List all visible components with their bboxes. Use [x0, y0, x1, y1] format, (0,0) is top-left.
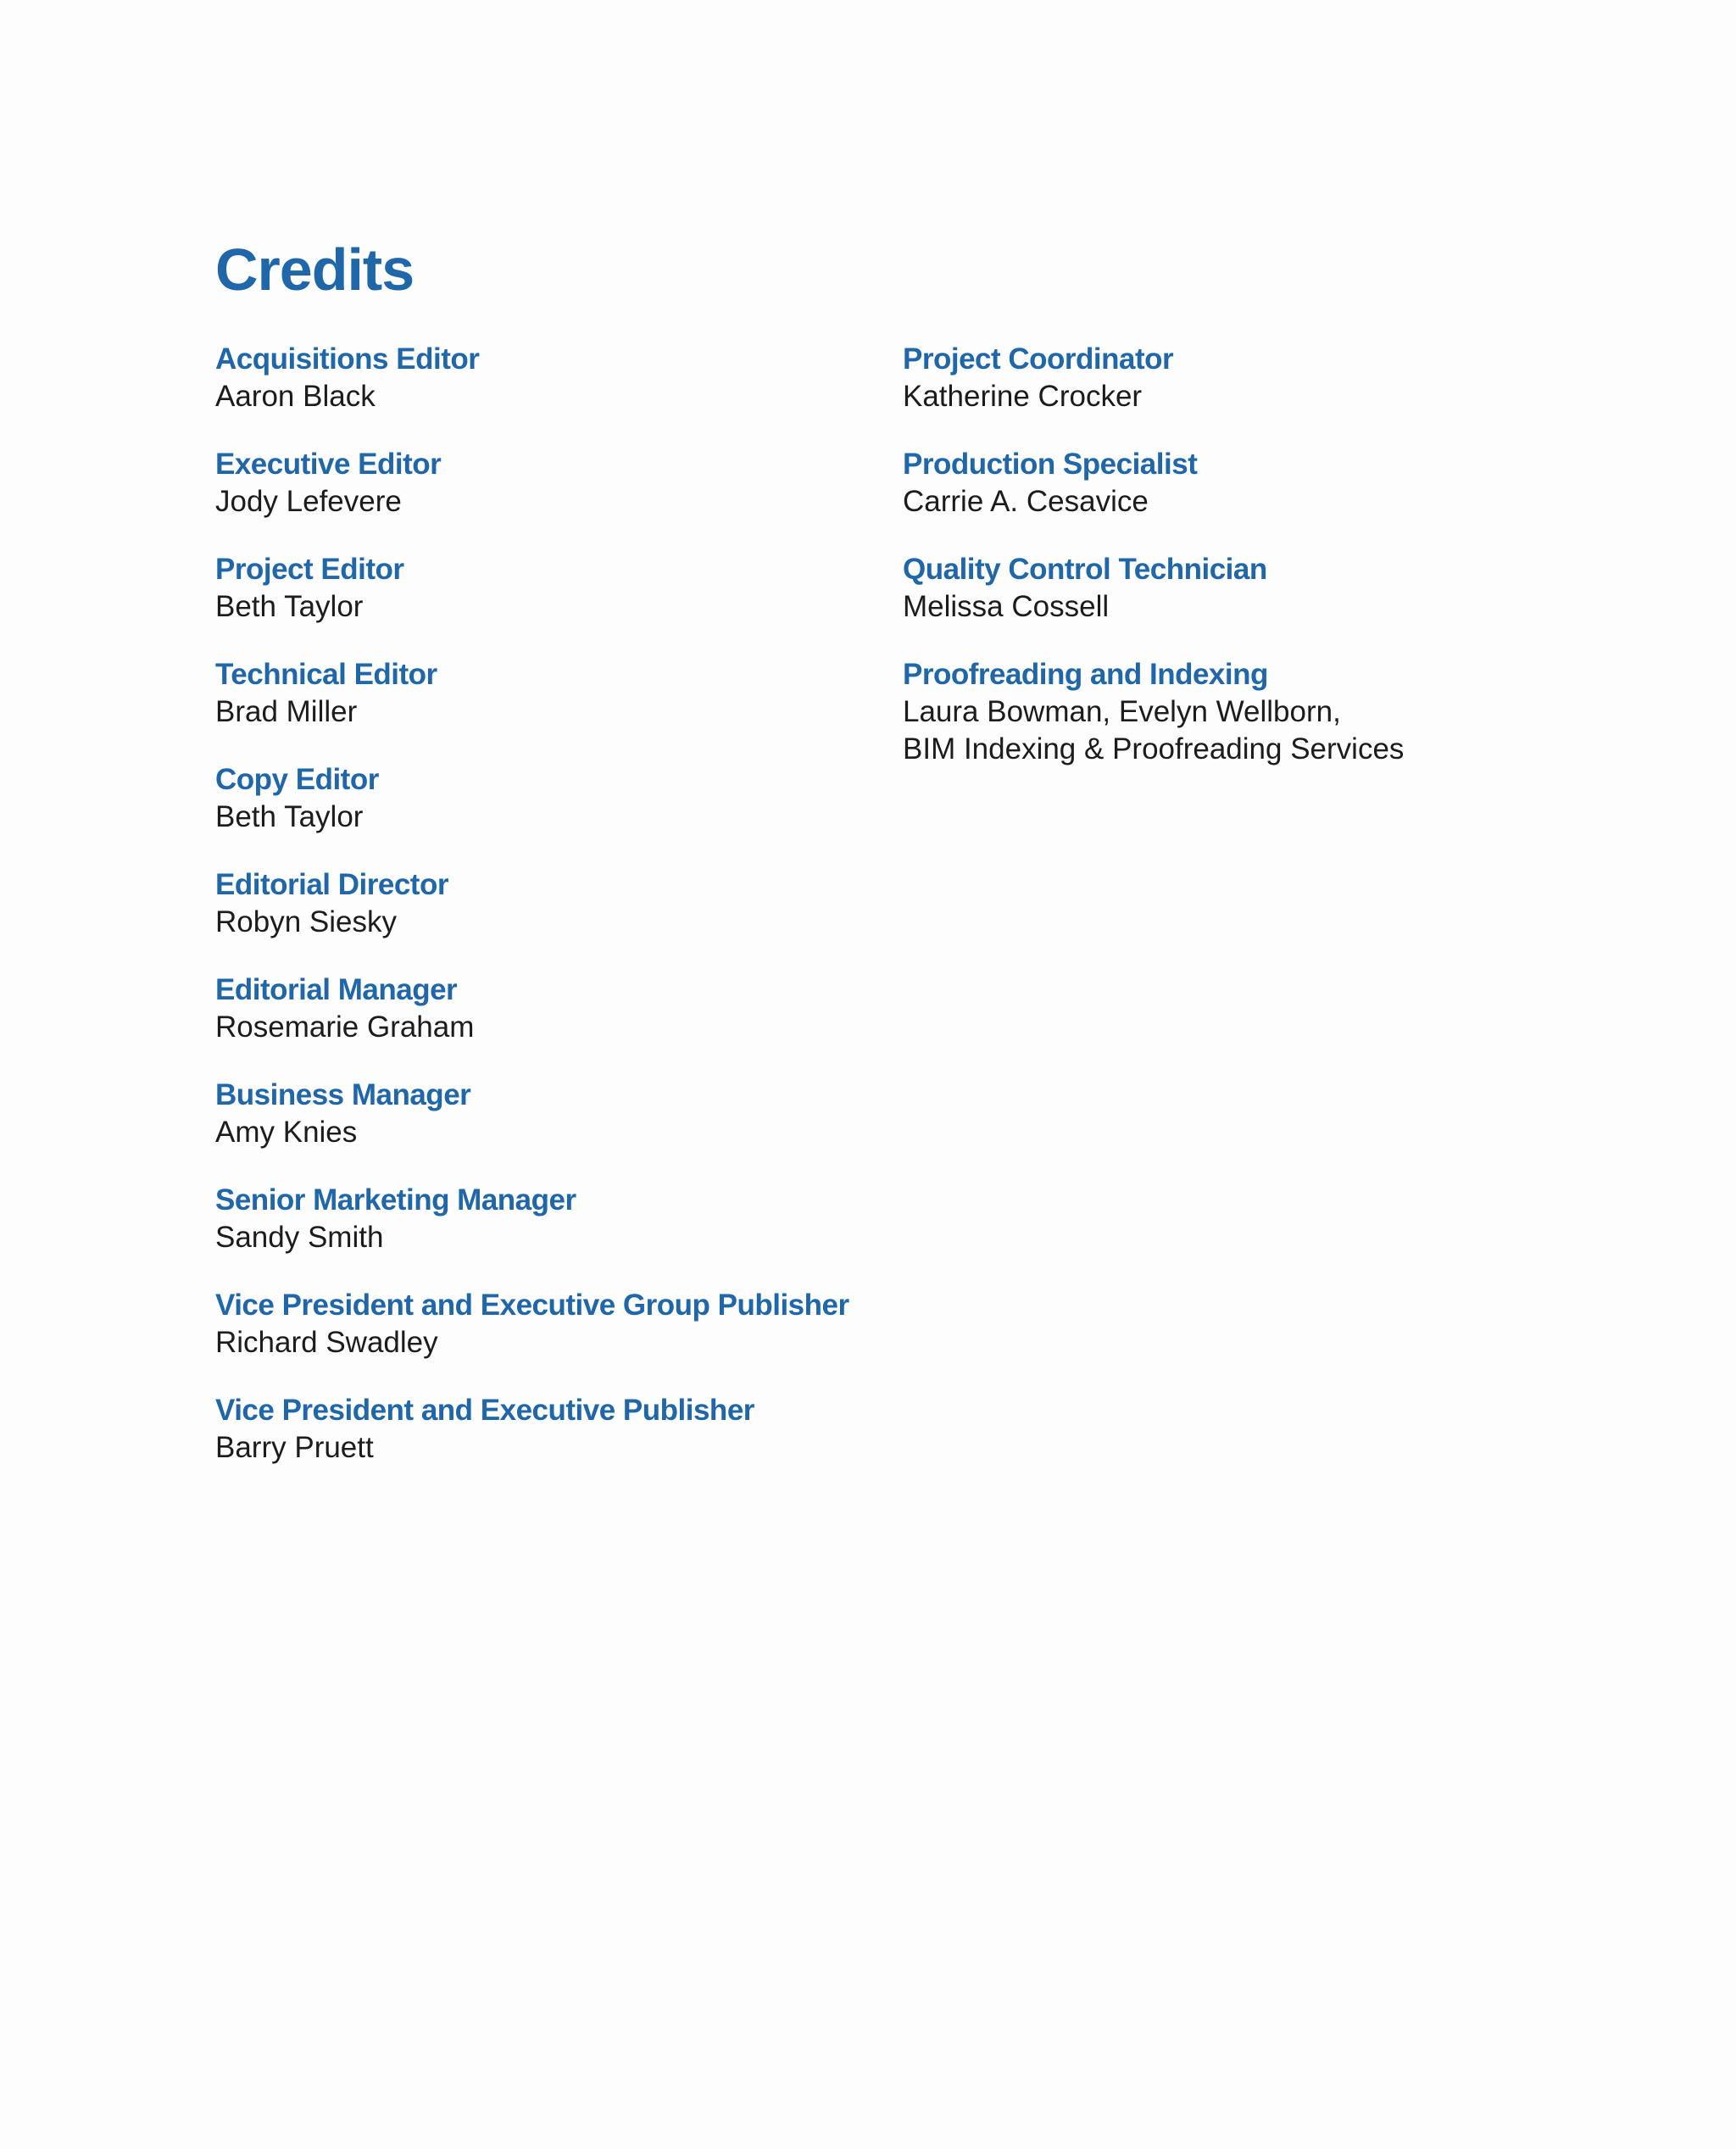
page-title: Credits	[215, 237, 415, 303]
credit-names	[215, 378, 860, 415]
credit-names	[215, 1429, 860, 1467]
credit-name: Robyn Siesky	[215, 905, 397, 938]
credit-role: Quality Control Technician	[903, 553, 1267, 586]
credit-role: Project Coordinator	[903, 342, 1174, 376]
credit-entry	[903, 341, 1564, 446]
credit-name: Carrie A. Cesavice	[903, 485, 1149, 518]
credit-name: Jody Lefevere	[215, 485, 402, 518]
credit-names	[215, 1114, 860, 1151]
credit-entry	[215, 341, 860, 446]
credit-names	[903, 693, 1564, 768]
credit-names	[215, 483, 860, 521]
credit-entry	[215, 656, 860, 761]
credit-role: Senior Marketing Manager	[215, 1183, 576, 1216]
credit-role: Executive Editor	[215, 448, 442, 481]
credit-name: Sandy Smith	[215, 1221, 384, 1254]
credit-role: Production Specialist	[903, 448, 1198, 481]
credit-names	[215, 799, 860, 836]
credit-entry	[903, 551, 1564, 656]
credit-entry	[215, 1182, 860, 1287]
credit-entry	[903, 446, 1564, 551]
credit-names	[215, 1009, 860, 1046]
credit-entry	[215, 551, 860, 656]
credit-role: Vice President and Executive Publisher	[215, 1394, 754, 1427]
credit-entry	[215, 446, 860, 551]
credit-names	[215, 904, 860, 941]
credit-names	[903, 483, 1564, 521]
credit-name: Amy Knies	[215, 1116, 358, 1149]
credit-name: Brad Miller	[215, 695, 358, 728]
credit-name: Laura Bowman, Evelyn Wellborn,	[903, 695, 1341, 728]
credit-name: Beth Taylor	[215, 590, 364, 623]
credit-role: Technical Editor	[215, 658, 437, 691]
credit-name: Rosemarie Graham	[215, 1010, 475, 1044]
credits-left-column	[215, 341, 860, 1497]
credits-right-column	[903, 341, 1564, 766]
credit-names	[215, 588, 860, 626]
credit-name: Melissa Cossell	[903, 590, 1110, 623]
credit-name: Katherine Crocker	[903, 380, 1143, 413]
credit-entry	[215, 1392, 860, 1497]
credit-role: Vice President and Executive Group Publisher	[215, 1289, 849, 1322]
credit-name: Aaron Black	[215, 380, 376, 413]
credit-entry	[215, 972, 860, 1077]
credit-role: Business Manager	[215, 1078, 471, 1111]
credit-role: Copy Editor	[215, 763, 379, 796]
credit-role: Editorial Manager	[215, 973, 458, 1006]
credit-name: Barry Pruett	[215, 1431, 374, 1464]
credit-role: Editorial Director	[215, 868, 448, 901]
credit-entry	[903, 656, 1564, 766]
credit-names	[215, 1324, 860, 1361]
credit-role: Proofreading and Indexing	[903, 658, 1268, 691]
credit-entry	[215, 866, 860, 972]
credit-names	[903, 588, 1564, 626]
credit-name: Richard Swadley	[215, 1326, 438, 1359]
credit-entry	[215, 1077, 860, 1182]
credit-names	[903, 378, 1564, 415]
credit-names	[215, 693, 860, 731]
credit-role: Project Editor	[215, 553, 404, 586]
credit-name: BIM Indexing & Proofreading Services	[903, 732, 1405, 766]
credit-entry	[215, 761, 860, 866]
credit-role: Acquisitions Editor	[215, 342, 480, 376]
credit-name: Beth Taylor	[215, 800, 364, 833]
credit-entry	[215, 1287, 860, 1392]
credit-names	[215, 1219, 860, 1256]
